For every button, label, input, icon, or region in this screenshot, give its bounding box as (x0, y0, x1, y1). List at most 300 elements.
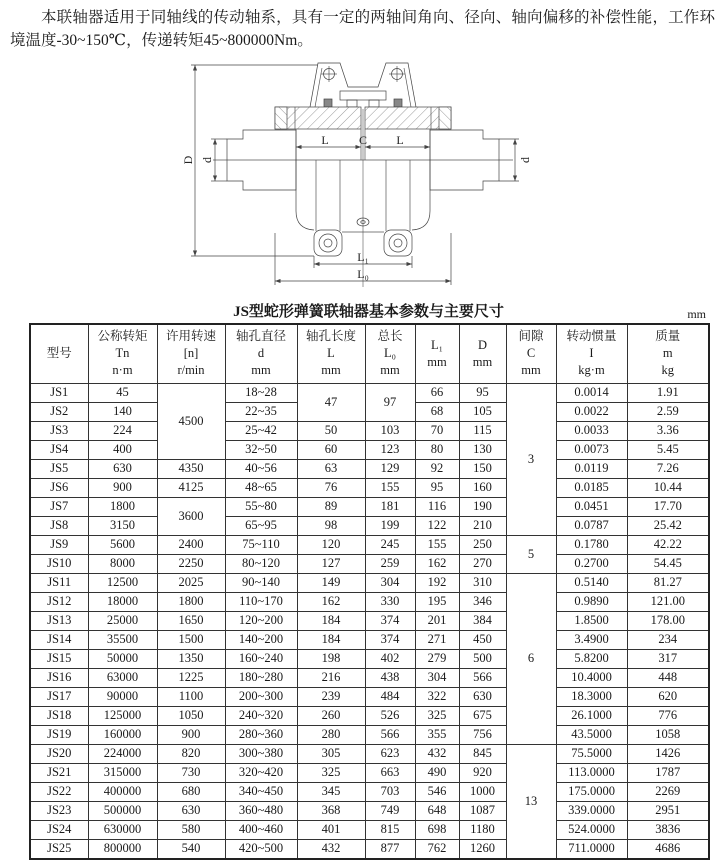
table-cell: 245 (365, 535, 415, 554)
table-cell: 35500 (88, 630, 157, 649)
table-cell: 10.44 (627, 478, 709, 497)
table-cell: 224000 (88, 744, 157, 763)
table-cell: 0.1780 (556, 535, 627, 554)
table-cell: 98 (297, 516, 365, 535)
table-cell: 3.4900 (556, 630, 627, 649)
table-cell: 103 (365, 421, 415, 440)
table-cell: 120 (297, 535, 365, 554)
table-cell: 22~35 (225, 402, 297, 421)
column-header: 型号 (30, 324, 88, 384)
table-cell: 76 (297, 478, 365, 497)
table-cell: 820 (157, 744, 225, 763)
table-cell: 95 (459, 383, 506, 402)
coupling-technical-drawing (175, 53, 550, 301)
table-cell: 0.9890 (556, 592, 627, 611)
table-cell: 648 (415, 801, 459, 820)
table-cell: 123 (365, 440, 415, 459)
header-row (30, 324, 709, 384)
table-cell: 42.22 (627, 535, 709, 554)
table-cell: 360~480 (225, 801, 297, 820)
table-cell: 150 (459, 459, 506, 478)
table-cell: 130 (459, 440, 506, 459)
table-cell: 300~380 (225, 744, 297, 763)
table-cell: 1.8500 (556, 611, 627, 630)
table-cell: 526 (365, 706, 415, 725)
table-cell: 546 (415, 782, 459, 801)
table-cell: 0.0022 (556, 402, 627, 421)
table-row (30, 763, 709, 782)
table-cell: 210 (459, 516, 506, 535)
table-cell: 2269 (627, 782, 709, 801)
table-cell: 184 (297, 611, 365, 630)
table-cell: 400 (88, 440, 157, 459)
table-cell: 160 (459, 478, 506, 497)
table-cell: JS12 (30, 592, 88, 611)
table-cell: 325 (415, 706, 459, 725)
table-cell: JS1 (30, 383, 88, 402)
table-cell: 1000 (459, 782, 506, 801)
table-row (30, 516, 709, 535)
table-cell: 345 (297, 782, 365, 801)
table-cell: 32~50 (225, 440, 297, 459)
dim-label-d-left: d (200, 156, 214, 163)
table-row (30, 592, 709, 611)
table-cell: 1426 (627, 744, 709, 763)
table-cell: JS23 (30, 801, 88, 820)
table-cell: 201 (415, 611, 459, 630)
table-cell: 438 (365, 668, 415, 687)
table-cell: 195 (415, 592, 459, 611)
table-cell: 900 (88, 478, 157, 497)
table-cell: 5 (506, 535, 556, 573)
table-cell: 680 (157, 782, 225, 801)
table-cell: 6 (506, 573, 556, 744)
table-cell: 70 (415, 421, 459, 440)
column-header: D mm (459, 324, 506, 384)
table-cell: 330 (365, 592, 415, 611)
table-cell: 566 (365, 725, 415, 744)
column-header: 间隙 C mm (506, 324, 556, 384)
table-cell: 630 (157, 801, 225, 820)
table-cell: 749 (365, 801, 415, 820)
table-cell: 0.2700 (556, 554, 627, 573)
table-cell: 1100 (157, 687, 225, 706)
table-body (30, 383, 709, 859)
table-cell: 48~65 (225, 478, 297, 497)
table-cell: 320~420 (225, 763, 297, 782)
column-header: 许用转速 [n] r/min (157, 324, 225, 384)
table-cell: 155 (365, 478, 415, 497)
table-row (30, 383, 709, 402)
table-cell: 25000 (88, 611, 157, 630)
table-cell: 80~120 (225, 554, 297, 573)
table-cell: JS15 (30, 649, 88, 668)
table-cell: 730 (157, 763, 225, 782)
table-cell: JS14 (30, 630, 88, 649)
table-cell: 0.0787 (556, 516, 627, 535)
table-cell: 240~320 (225, 706, 297, 725)
table-header (30, 324, 709, 384)
dim-label-L0: L₀ (357, 266, 369, 281)
table-cell: JS16 (30, 668, 88, 687)
table-cell: 1787 (627, 763, 709, 782)
table-cell: 260 (297, 706, 365, 725)
table-cell: 0.0119 (556, 459, 627, 478)
table-cell: 239 (297, 687, 365, 706)
table-cell: 623 (365, 744, 415, 763)
table-row (30, 706, 709, 725)
table-cell: 450 (459, 630, 506, 649)
table-title: JS型蛇形弹簧联轴器基本参数与主要尺寸 (233, 303, 504, 320)
table-cell: 339.0000 (556, 801, 627, 820)
table-cell: 0.0073 (556, 440, 627, 459)
table-cell: 5.45 (627, 440, 709, 459)
table-cell: 663 (365, 763, 415, 782)
table-cell: 129 (365, 459, 415, 478)
table-cell: 68 (415, 402, 459, 421)
table-cell: 120~200 (225, 611, 297, 630)
table-cell: 402 (365, 649, 415, 668)
table-cell: 3 (506, 383, 556, 535)
table-cell: 155 (415, 535, 459, 554)
table-row (30, 630, 709, 649)
table-cell: 127 (297, 554, 365, 573)
column-header: 轴孔直径 d mm (225, 324, 297, 384)
table-cell: 122 (415, 516, 459, 535)
table-cell: 279 (415, 649, 459, 668)
table-cell: 305 (297, 744, 365, 763)
table-cell: 1650 (157, 611, 225, 630)
table-cell: 160000 (88, 725, 157, 744)
table-cell: 630000 (88, 820, 157, 839)
table-cell: 43.5000 (556, 725, 627, 744)
table-cell: 97 (365, 383, 415, 421)
table-cell: 89 (297, 497, 365, 516)
table-cell: 1260 (459, 839, 506, 859)
table-cell: 698 (415, 820, 459, 839)
table-cell: 900 (157, 725, 225, 744)
table-row (30, 649, 709, 668)
table-cell: 200~300 (225, 687, 297, 706)
table-cell: 65~95 (225, 516, 297, 535)
table-cell: 4350 (157, 459, 225, 478)
table-cell: 325 (297, 763, 365, 782)
table-cell: 0.0014 (556, 383, 627, 402)
table-cell: 162 (415, 554, 459, 573)
table-cell: 270 (459, 554, 506, 573)
table-cell: 90~140 (225, 573, 297, 592)
table-cell: 7.26 (627, 459, 709, 478)
table-row (30, 478, 709, 497)
table-row (30, 554, 709, 573)
table-cell: 400000 (88, 782, 157, 801)
table-row (30, 459, 709, 478)
table-cell: 374 (365, 611, 415, 630)
table-row (30, 668, 709, 687)
table-cell: 234 (627, 630, 709, 649)
table-cell: 1050 (157, 706, 225, 725)
table-cell: 1800 (88, 497, 157, 516)
table-row (30, 535, 709, 554)
table-cell: 54.45 (627, 554, 709, 573)
table-cell: 47 (297, 383, 365, 421)
table-cell: 184 (297, 630, 365, 649)
table-cell: 80 (415, 440, 459, 459)
table-cell: 55~80 (225, 497, 297, 516)
table-row (30, 839, 709, 859)
table-cell: 140 (88, 402, 157, 421)
table-cell: 2025 (157, 573, 225, 592)
table-cell: JS5 (30, 459, 88, 478)
table-cell: 140~200 (225, 630, 297, 649)
table-cell: 180~280 (225, 668, 297, 687)
table-cell: 756 (459, 725, 506, 744)
column-header: 公称转矩 Tn n·m (88, 324, 157, 384)
table-row (30, 573, 709, 592)
table-cell: 1350 (157, 649, 225, 668)
table-cell: 524.0000 (556, 820, 627, 839)
table-cell: 90000 (88, 687, 157, 706)
table-cell: 60 (297, 440, 365, 459)
table-cell: 368 (297, 801, 365, 820)
table-cell: 374 (365, 630, 415, 649)
table-row (30, 820, 709, 839)
table-cell: 224 (88, 421, 157, 440)
table-cell: 675 (459, 706, 506, 725)
table-cell: 1180 (459, 820, 506, 839)
table-cell: 4686 (627, 839, 709, 859)
spec-table (29, 323, 710, 860)
table-cell: 149 (297, 573, 365, 592)
table-cell: 113.0000 (556, 763, 627, 782)
table-cell: 250 (459, 535, 506, 554)
table-cell: JS7 (30, 497, 88, 516)
table-cell: 40~56 (225, 459, 297, 478)
table-cell: 216 (297, 668, 365, 687)
dimension-lines (191, 65, 519, 285)
table-cell: 2.59 (627, 402, 709, 421)
table-row (30, 725, 709, 744)
intro-paragraph: 本联轴器适用于同轴线的传动轴系，具有一定的两轴间角向、径向、轴向偏移的补偿性能，工作环境温度-30~150℃，传递转矩45~800000Nm。 (10, 9, 715, 50)
table-cell: 178.00 (627, 611, 709, 630)
table-cell: 432 (297, 839, 365, 859)
table-cell: 12500 (88, 573, 157, 592)
column-header: 总长 L₀ mm (365, 324, 415, 384)
table-cell: 1087 (459, 801, 506, 820)
table-cell: 0.5140 (556, 573, 627, 592)
table-cell: 190 (459, 497, 506, 516)
table-cell: 198 (297, 649, 365, 668)
table-title-row (29, 301, 708, 323)
table-cell: JS11 (30, 573, 88, 592)
table-cell: 162 (297, 592, 365, 611)
table-cell: 845 (459, 744, 506, 763)
table-cell: JS17 (30, 687, 88, 706)
table-cell: 580 (157, 820, 225, 839)
table-cell: 1.91 (627, 383, 709, 402)
column-header: 质量 m kg (627, 324, 709, 384)
table-cell: 3.36 (627, 421, 709, 440)
table-cell: 2250 (157, 554, 225, 573)
table-cell: 304 (415, 668, 459, 687)
table-row (30, 497, 709, 516)
table-cell: 400~460 (225, 820, 297, 839)
table-cell: 1800 (157, 592, 225, 611)
table-cell: 105 (459, 402, 506, 421)
table-row (30, 611, 709, 630)
table-cell: 432 (415, 744, 459, 763)
table-cell: 75.5000 (556, 744, 627, 763)
table-cell: 3600 (157, 497, 225, 535)
table-cell: 75~110 (225, 535, 297, 554)
dim-label-L1: L₁ (357, 249, 369, 264)
table-cell: 2400 (157, 535, 225, 554)
table-cell: 110~170 (225, 592, 297, 611)
table-row (30, 421, 709, 440)
dim-label-C: C (358, 132, 368, 147)
table-cell: JS3 (30, 421, 88, 440)
table-cell: 175.0000 (556, 782, 627, 801)
column-header: 转动惯量 I kg·m (556, 324, 627, 384)
table-cell: 500000 (88, 801, 157, 820)
dim-label-L-left: L (321, 132, 329, 147)
table-cell: 63000 (88, 668, 157, 687)
table-cell: 401 (297, 820, 365, 839)
table-cell: 50000 (88, 649, 157, 668)
table-cell: 66 (415, 383, 459, 402)
table-cell: JS9 (30, 535, 88, 554)
table-cell: 25~42 (225, 421, 297, 440)
table-cell: 540 (157, 839, 225, 859)
table-cell: 26.1000 (556, 706, 627, 725)
table-cell: JS22 (30, 782, 88, 801)
column-header: 轴孔长度 L mm (297, 324, 365, 384)
table-cell: 4500 (157, 383, 225, 459)
table-cell: 280 (297, 725, 365, 744)
table-cell: 800000 (88, 839, 157, 859)
dim-label-L-right: L (396, 132, 404, 147)
table-cell: 121.00 (627, 592, 709, 611)
table-cell: 199 (365, 516, 415, 535)
table-row (30, 440, 709, 459)
table-cell: 500 (459, 649, 506, 668)
table-cell: 25.42 (627, 516, 709, 535)
table-cell: 630 (459, 687, 506, 706)
table-cell: JS19 (30, 725, 88, 744)
table-cell: JS10 (30, 554, 88, 573)
table-cell: 340~450 (225, 782, 297, 801)
table-cell: 280~360 (225, 725, 297, 744)
table-cell: 384 (459, 611, 506, 630)
table-cell: 566 (459, 668, 506, 687)
table-cell: JS2 (30, 402, 88, 421)
table-cell: 92 (415, 459, 459, 478)
table-cell: 50 (297, 421, 365, 440)
dimension-labels (181, 133, 532, 281)
table-cell: 355 (415, 725, 459, 744)
table-cell: 317 (627, 649, 709, 668)
table-cell: 322 (415, 687, 459, 706)
dim-label-D: D (181, 155, 195, 164)
table-cell: JS20 (30, 744, 88, 763)
table-cell: 2951 (627, 801, 709, 820)
table-cell: 0.0033 (556, 421, 627, 440)
table-cell: 304 (365, 573, 415, 592)
table-row (30, 687, 709, 706)
table-cell: 346 (459, 592, 506, 611)
table-cell: JS25 (30, 839, 88, 859)
table-cell: 18~28 (225, 383, 297, 402)
table-cell: 81.27 (627, 573, 709, 592)
table-cell: 181 (365, 497, 415, 516)
table-cell: 310 (459, 573, 506, 592)
table-cell: 703 (365, 782, 415, 801)
table-cell: 8000 (88, 554, 157, 573)
table-cell: 0.0185 (556, 478, 627, 497)
table-cell: 815 (365, 820, 415, 839)
table-cell: JS18 (30, 706, 88, 725)
table-cell: 18.3000 (556, 687, 627, 706)
table-cell: 630 (88, 459, 157, 478)
table-cell: 1500 (157, 630, 225, 649)
table-cell: 490 (415, 763, 459, 782)
table-cell: 45 (88, 383, 157, 402)
table-cell: 13 (506, 744, 556, 859)
table-row (30, 744, 709, 763)
dim-label-d-right: d (518, 156, 532, 163)
table-cell: 0.0451 (556, 497, 627, 516)
table-cell: 3836 (627, 820, 709, 839)
table-cell: 95 (415, 478, 459, 497)
table-cell: 711.0000 (556, 839, 627, 859)
table-cell: 776 (627, 706, 709, 725)
table-cell: JS8 (30, 516, 88, 535)
table-cell: 271 (415, 630, 459, 649)
table-cell: 877 (365, 839, 415, 859)
table-cell: 4125 (157, 478, 225, 497)
table-cell: 5.8200 (556, 649, 627, 668)
table-cell: 18000 (88, 592, 157, 611)
table-cell: 115 (459, 421, 506, 440)
table-cell: 1225 (157, 668, 225, 687)
table-cell: 484 (365, 687, 415, 706)
table-cell: 192 (415, 573, 459, 592)
table-row (30, 782, 709, 801)
table-cell: JS13 (30, 611, 88, 630)
coupling-drawing-svg (175, 53, 550, 301)
table-row (30, 801, 709, 820)
table-cell: JS4 (30, 440, 88, 459)
table-cell: 315000 (88, 763, 157, 782)
table-cell: JS24 (30, 820, 88, 839)
table-cell: 448 (627, 668, 709, 687)
table-cell: 17.70 (627, 497, 709, 516)
table-cell: 160~240 (225, 649, 297, 668)
table-cell: 5600 (88, 535, 157, 554)
table-cell: 10.4000 (556, 668, 627, 687)
table-cell: 762 (415, 839, 459, 859)
table-cell: 920 (459, 763, 506, 782)
table-cell: 3150 (88, 516, 157, 535)
table-cell: 420~500 (225, 839, 297, 859)
table-cell: 63 (297, 459, 365, 478)
table-cell: 620 (627, 687, 709, 706)
table-cell: 1058 (627, 725, 709, 744)
table-cell: 116 (415, 497, 459, 516)
table-cell: 259 (365, 554, 415, 573)
unit-note: mm (687, 306, 706, 321)
column-header: L₁ mm (415, 324, 459, 384)
